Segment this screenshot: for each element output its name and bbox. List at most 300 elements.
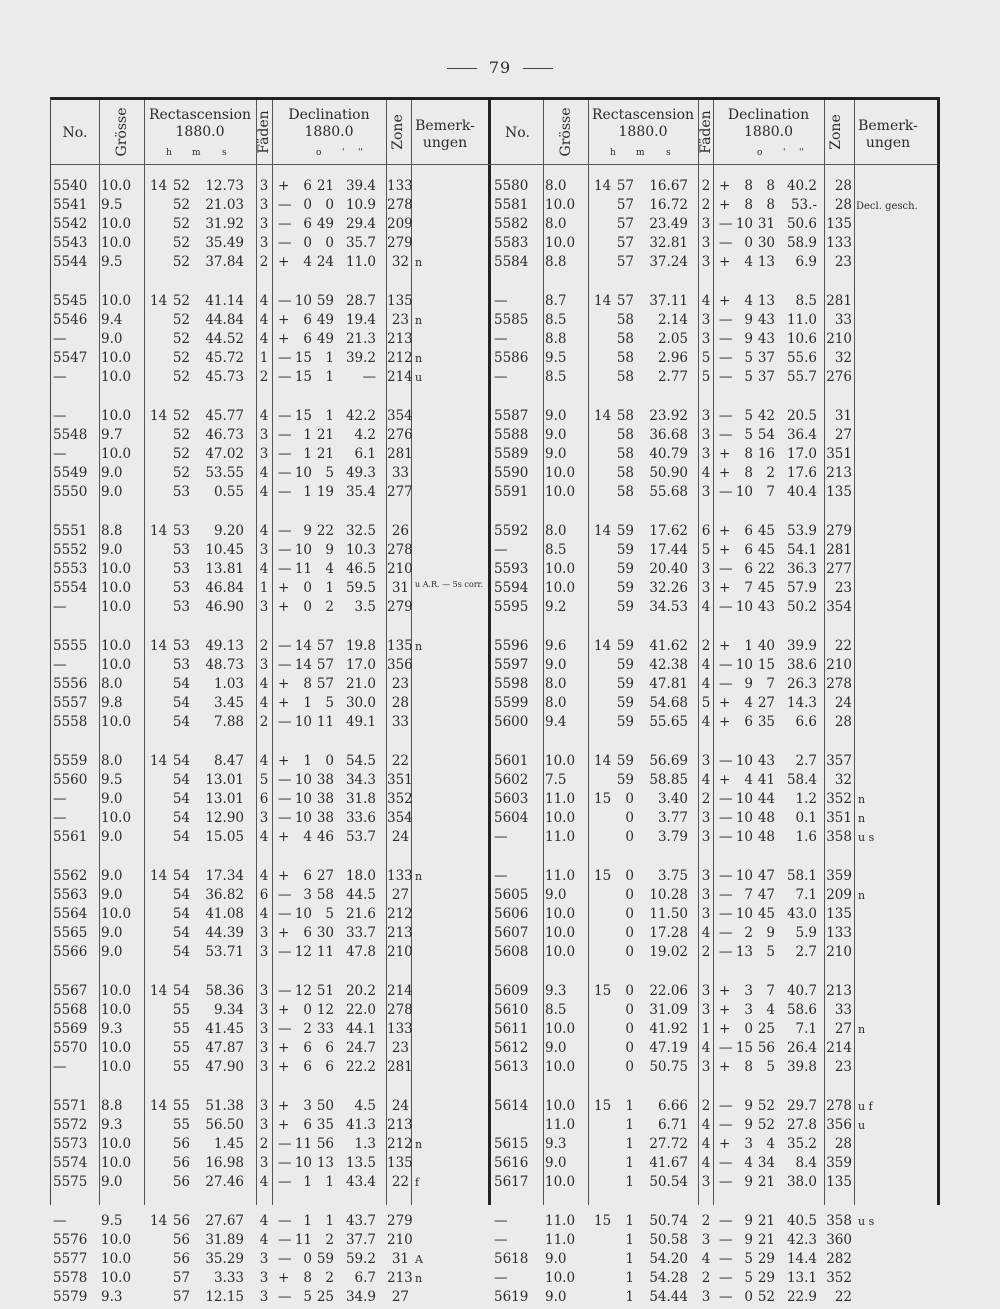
left-zone: 22 xyxy=(391,1174,409,1190)
left-threads: 4 xyxy=(259,906,269,922)
left-row xyxy=(51,1173,491,1192)
left-dec-minutes: 33 xyxy=(316,1021,334,1037)
left-ra-minutes: 54 xyxy=(172,676,190,692)
left-zone: 28 xyxy=(391,695,409,711)
left-threads: 6 xyxy=(259,887,269,903)
left-dec-degrees: 9 xyxy=(303,523,312,539)
left-dec-seconds: 44.1 xyxy=(345,1021,376,1037)
right-dec-sign: — xyxy=(719,235,733,251)
left-star-number: — xyxy=(53,331,67,347)
right-dec-seconds: 36.4 xyxy=(786,427,817,443)
left-ra-minutes: 54 xyxy=(172,714,190,730)
left-dec-minutes: 57 xyxy=(316,638,334,654)
left-threads: 4 xyxy=(259,312,269,328)
left-dec-degrees: 6 xyxy=(303,1059,312,1075)
left-ra-minutes: 54 xyxy=(172,868,190,884)
right-ra-seconds: 36.68 xyxy=(649,427,688,443)
left-magnitude: 10.0 xyxy=(101,599,132,615)
right-dec-sign: — xyxy=(719,887,733,903)
right-dec-degrees: 8 xyxy=(744,178,753,194)
right-ra-seconds: 6.71 xyxy=(657,1117,688,1133)
left-threads: 3 xyxy=(259,178,269,194)
right-ra-minutes: 58 xyxy=(616,350,634,366)
left-zone: 23 xyxy=(391,1040,409,1056)
right-ra-seconds: 54.44 xyxy=(649,1289,688,1305)
right-star-number: 5594 xyxy=(494,580,529,596)
right-dec-sign: — xyxy=(719,868,733,884)
left-star-number: 5544 xyxy=(53,254,88,270)
left-ra-seconds: 47.90 xyxy=(205,1059,244,1075)
left-ra-hours: 14 xyxy=(150,1213,168,1229)
left-magnitude: 10.0 xyxy=(101,1136,132,1152)
right-dec-sign: + xyxy=(719,714,731,730)
right-dec-minutes: 45 xyxy=(757,542,775,558)
left-row xyxy=(51,560,491,579)
left-dec-degrees: 6 xyxy=(303,178,312,194)
left-dec-minutes: 1 xyxy=(325,408,334,424)
right-dec-degrees: 10 xyxy=(735,868,753,884)
left-dec-degrees: 8 xyxy=(303,676,312,692)
right-threads: 3 xyxy=(701,868,711,884)
left-ra-minutes: 55 xyxy=(172,1002,190,1018)
right-ra-seconds: 2.14 xyxy=(657,312,688,328)
left-zone: 214 xyxy=(387,983,413,999)
right-ra-seconds: 32.26 xyxy=(649,580,688,596)
right-magnitude: 10.0 xyxy=(545,753,576,769)
right-row xyxy=(492,675,932,694)
right-dec-seconds: 58.6 xyxy=(786,1002,817,1018)
left-threads: 4 xyxy=(259,293,269,309)
right-dec-degrees: 5 xyxy=(744,408,753,424)
right-row xyxy=(492,445,932,464)
left-zone: 351 xyxy=(387,772,413,788)
left-zone: 279 xyxy=(387,1213,413,1229)
left-row xyxy=(51,349,491,368)
right-dec-degrees: 6 xyxy=(744,523,753,539)
right-ra-minutes: 0 xyxy=(625,791,634,807)
right-magnitude: 8.5 xyxy=(545,369,567,385)
right-row xyxy=(492,598,932,617)
left-dec-sign: — xyxy=(278,714,292,730)
right-row xyxy=(492,771,932,790)
left-row xyxy=(51,1001,491,1020)
left-star-number: 5578 xyxy=(53,1270,88,1286)
right-zone: 358 xyxy=(826,829,852,845)
left-ra-seconds: 51.38 xyxy=(205,1098,244,1114)
left-ra-seconds: 0.55 xyxy=(213,484,244,500)
right-star-number: 5619 xyxy=(494,1289,529,1305)
left-star-number: 5555 xyxy=(53,638,88,654)
right-dec-seconds: 14.4 xyxy=(786,1251,817,1267)
right-row xyxy=(492,809,932,828)
left-ra-seconds: 45.77 xyxy=(205,408,244,424)
left-row xyxy=(51,407,491,426)
right-star-number: 5618 xyxy=(494,1251,529,1267)
right-dec-degrees: 6 xyxy=(744,561,753,577)
right-dec-seconds: 27.8 xyxy=(786,1117,817,1133)
right-dec-sign: — xyxy=(719,1232,733,1248)
right-magnitude: 10.0 xyxy=(545,1059,576,1075)
left-ra-minutes: 55 xyxy=(172,1021,190,1037)
right-threads: 3 xyxy=(701,427,711,443)
left-row xyxy=(51,368,491,387)
right-magnitude: 9.0 xyxy=(545,1251,567,1267)
right-dec-seconds: 40.5 xyxy=(786,1213,817,1229)
right-row xyxy=(492,1001,932,1020)
left-row xyxy=(51,771,491,790)
right-zone: 278 xyxy=(826,676,852,692)
right-dec-degrees: 4 xyxy=(744,254,753,270)
left-ra-seconds: 35.29 xyxy=(205,1251,244,1267)
right-zone: 33 xyxy=(834,312,852,328)
header-ra-s-unit: s xyxy=(666,148,671,158)
right-dec-seconds: 22.9 xyxy=(786,1289,817,1305)
right-zone: 22 xyxy=(834,1289,852,1305)
right-dec-degrees: 6 xyxy=(744,714,753,730)
right-dec-seconds: 54.1 xyxy=(786,542,817,558)
right-zone: 32 xyxy=(834,350,852,366)
right-zone: 27 xyxy=(834,427,852,443)
right-dec-degrees: 3 xyxy=(744,983,753,999)
right-zone: 281 xyxy=(826,542,852,558)
left-dec-degrees: 12 xyxy=(294,944,312,960)
left-threads: 4 xyxy=(259,331,269,347)
right-dec-minutes: 8 xyxy=(766,178,775,194)
left-threads: 4 xyxy=(259,829,269,845)
right-zone: 28 xyxy=(834,178,852,194)
left-magnitude: 10.0 xyxy=(101,408,132,424)
left-ra-seconds: 36.82 xyxy=(205,887,244,903)
right-dec-seconds: 10.6 xyxy=(786,331,817,347)
left-dec-seconds: 33.7 xyxy=(345,925,376,941)
right-ra-minutes: 59 xyxy=(616,753,634,769)
left-dec-seconds: 41.3 xyxy=(345,1117,376,1133)
left-dec-minutes: 1 xyxy=(325,580,334,596)
left-zone: 133 xyxy=(387,178,413,194)
right-dec-degrees: 5 xyxy=(744,350,753,366)
right-dec-minutes: 43 xyxy=(757,599,775,615)
right-ra-minutes: 58 xyxy=(616,312,634,328)
left-dec-sign: — xyxy=(278,465,292,481)
header-groesse: Grösse xyxy=(558,107,574,157)
left-dec-minutes: 25 xyxy=(316,1289,334,1305)
right-threads: 3 xyxy=(701,254,711,270)
right-dec-minutes: 45 xyxy=(757,523,775,539)
left-remark: f xyxy=(415,1176,420,1189)
left-star-number: 5577 xyxy=(53,1251,88,1267)
left-dec-sign: — xyxy=(278,408,292,424)
right-star-number: — xyxy=(494,829,508,845)
left-threads: 4 xyxy=(259,1174,269,1190)
left-dec-sign: + xyxy=(278,1270,290,1286)
left-zone: 31 xyxy=(391,580,409,596)
left-row xyxy=(51,637,491,656)
left-threads: 4 xyxy=(259,408,269,424)
right-ra-seconds: 55.65 xyxy=(649,714,688,730)
right-ra-minutes: 1 xyxy=(625,1213,634,1229)
left-ra-minutes: 52 xyxy=(172,312,190,328)
right-ra-seconds: 6.66 xyxy=(657,1098,688,1114)
left-ra-seconds: 44.52 xyxy=(205,331,244,347)
left-ra-minutes: 56 xyxy=(172,1213,190,1229)
left-magnitude: 10.0 xyxy=(101,1059,132,1075)
header-dec: Declination xyxy=(288,107,370,123)
right-star-number: 5592 xyxy=(494,523,529,539)
left-row xyxy=(51,1135,491,1154)
right-threads: 3 xyxy=(701,906,711,922)
left-dec-sign: — xyxy=(278,772,292,788)
right-row xyxy=(492,1097,932,1116)
right-threads: 3 xyxy=(701,887,711,903)
right-ra-seconds: 3.79 xyxy=(657,829,688,845)
right-threads: 5 xyxy=(701,542,711,558)
left-dec-sign: + xyxy=(278,925,290,941)
left-dec-degrees: 10 xyxy=(294,791,312,807)
right-zone: 135 xyxy=(826,484,852,500)
left-threads: 4 xyxy=(259,868,269,884)
right-dec-seconds: 26.4 xyxy=(786,1040,817,1056)
right-row xyxy=(492,1212,932,1231)
right-dec-seconds: 6.9 xyxy=(795,254,817,270)
right-magnitude: 9.0 xyxy=(545,408,567,424)
left-dec-sign: + xyxy=(278,829,290,845)
left-zone: 33 xyxy=(391,714,409,730)
right-dec-minutes: 35 xyxy=(757,714,775,730)
right-dec-sign: + xyxy=(719,1059,731,1075)
left-threads: 2 xyxy=(259,369,269,385)
left-magnitude: 9.0 xyxy=(101,484,123,500)
left-ra-minutes: 52 xyxy=(172,446,190,462)
header-dec-s-unit: '' xyxy=(358,148,363,158)
right-dec-sign: — xyxy=(719,791,733,807)
left-ra-seconds: 49.13 xyxy=(205,638,244,654)
right-magnitude: 9.0 xyxy=(545,657,567,673)
right-dec-minutes: 27 xyxy=(757,695,775,711)
right-dec-minutes: 21 xyxy=(757,1232,775,1248)
right-dec-minutes: 4 xyxy=(766,1136,775,1152)
left-dec-minutes: 38 xyxy=(316,810,334,826)
left-ra-seconds: 13.01 xyxy=(205,772,244,788)
left-ra-minutes: 53 xyxy=(172,638,190,654)
left-star-number: 5575 xyxy=(53,1174,88,1190)
right-dec-seconds: 43.0 xyxy=(786,906,817,922)
right-dec-seconds: 6.6 xyxy=(795,714,817,730)
header-ra: Rectascension xyxy=(591,107,695,123)
right-ra-minutes: 59 xyxy=(616,676,634,692)
left-dec-minutes: 6 xyxy=(325,1040,334,1056)
left-star-number: 5559 xyxy=(53,753,88,769)
left-dec-degrees: 12 xyxy=(294,983,312,999)
left-ra-minutes: 52 xyxy=(172,465,190,481)
left-dec-seconds: 28.7 xyxy=(345,293,376,309)
right-row xyxy=(492,656,932,675)
right-dec-seconds: 0.1 xyxy=(795,810,817,826)
left-ra-seconds: 1.03 xyxy=(213,676,244,692)
left-dec-seconds: 49.3 xyxy=(345,465,376,481)
left-threads: 4 xyxy=(259,561,269,577)
left-ra-minutes: 54 xyxy=(172,772,190,788)
right-dec-minutes: 56 xyxy=(757,1040,775,1056)
right-magnitude: 8.7 xyxy=(545,293,567,309)
right-ra-seconds: 56.69 xyxy=(649,753,688,769)
left-dec-sign: — xyxy=(278,427,292,443)
left-dec-seconds: 6.7 xyxy=(354,1270,376,1286)
left-zone: 31 xyxy=(391,1251,409,1267)
left-remark: n xyxy=(415,314,423,327)
left-zone: 281 xyxy=(387,446,413,462)
left-magnitude: 10.0 xyxy=(101,1232,132,1248)
right-magnitude: 11.0 xyxy=(545,868,576,884)
right-dec-degrees: 9 xyxy=(744,1117,753,1133)
left-star-number: 5569 xyxy=(53,1021,88,1037)
right-row xyxy=(492,292,932,311)
left-zone: 278 xyxy=(387,197,413,213)
left-star-number: 5563 xyxy=(53,887,88,903)
right-ra-minutes: 1 xyxy=(625,1270,634,1286)
right-row xyxy=(492,330,932,349)
right-ra-hours: 15 xyxy=(594,1098,612,1114)
header-ra-s-unit: s xyxy=(222,148,227,158)
right-threads: 2 xyxy=(701,944,711,960)
left-magnitude: 10.0 xyxy=(101,1002,132,1018)
left-zone: 210 xyxy=(387,1232,413,1248)
right-magnitude: 9.0 xyxy=(545,1155,567,1171)
left-star-number: 5542 xyxy=(53,216,88,232)
left-ra-hours: 14 xyxy=(150,1098,168,1114)
left-ra-minutes: 56 xyxy=(172,1232,190,1248)
right-star-number: — xyxy=(494,293,508,309)
left-dec-sign: + xyxy=(278,1117,290,1133)
left-magnitude: 8.0 xyxy=(101,753,123,769)
left-magnitude: 10.0 xyxy=(101,714,132,730)
right-threads: 4 xyxy=(701,676,711,692)
left-ra-seconds: 44.84 xyxy=(205,312,244,328)
right-dec-sign: + xyxy=(719,695,731,711)
left-zone: 276 xyxy=(387,427,413,443)
right-ra-minutes: 1 xyxy=(625,1289,634,1305)
right-ra-hours: 14 xyxy=(594,638,612,654)
left-zone: 33 xyxy=(391,465,409,481)
right-dec-degrees: 0 xyxy=(744,1289,753,1305)
left-dec-seconds: 13.5 xyxy=(345,1155,376,1171)
left-row xyxy=(51,694,491,713)
right-threads: 3 xyxy=(701,1232,711,1248)
left-dec-degrees: 0 xyxy=(303,599,312,615)
right-star-number: 5605 xyxy=(494,887,529,903)
right-star-number: 5591 xyxy=(494,484,529,500)
left-dec-sign: — xyxy=(278,1155,292,1171)
left-dec-degrees: 6 xyxy=(303,868,312,884)
page-number-text: 79 xyxy=(488,58,512,77)
right-dec-minutes: 5 xyxy=(766,944,775,960)
right-dec-minutes: 16 xyxy=(757,446,775,462)
right-dec-seconds: 53.9 xyxy=(786,523,817,539)
right-ra-seconds: 22.06 xyxy=(649,983,688,999)
left-dec-sign: — xyxy=(278,523,292,539)
right-dec-sign: + xyxy=(719,178,731,194)
right-threads: 4 xyxy=(701,657,711,673)
right-dec-minutes: 47 xyxy=(757,868,775,884)
left-ra-hours: 14 xyxy=(150,868,168,884)
left-dec-degrees: 14 xyxy=(294,638,312,654)
right-dec-degrees: 15 xyxy=(735,1040,753,1056)
right-dec-minutes: 47 xyxy=(757,887,775,903)
left-ra-seconds: 58.36 xyxy=(205,983,244,999)
left-ra-seconds: 21.03 xyxy=(205,197,244,213)
left-dec-sign: — xyxy=(278,1021,292,1037)
right-dec-minutes: 44 xyxy=(757,791,775,807)
left-dec-degrees: 1 xyxy=(303,1174,312,1190)
right-dec-sign: + xyxy=(719,580,731,596)
right-threads: 4 xyxy=(701,925,711,941)
right-zone: 279 xyxy=(826,523,852,539)
right-dec-seconds: 7.1 xyxy=(795,1021,817,1037)
right-ra-minutes: 1 xyxy=(625,1117,634,1133)
right-dec-sign: — xyxy=(719,906,733,922)
left-ra-seconds: 27.67 xyxy=(205,1213,244,1229)
left-dec-minutes: 1 xyxy=(325,369,334,385)
header-ra-h-unit: h xyxy=(610,148,616,158)
left-magnitude: 9.4 xyxy=(101,312,123,328)
right-threads: 5 xyxy=(701,350,711,366)
left-dec-minutes: 1 xyxy=(325,1213,334,1229)
right-magnitude: 10.0 xyxy=(545,465,576,481)
left-dec-sign: + xyxy=(278,1098,290,1114)
left-zone: 356 xyxy=(387,657,413,673)
left-ra-minutes: 54 xyxy=(172,829,190,845)
left-star-number: 5560 xyxy=(53,772,88,788)
right-ra-seconds: 41.92 xyxy=(649,1021,688,1037)
right-row xyxy=(492,196,932,215)
left-dec-degrees: 15 xyxy=(294,350,312,366)
left-dec-seconds: 35.7 xyxy=(345,235,376,251)
right-magnitude: 8.8 xyxy=(545,331,567,347)
left-row xyxy=(51,445,491,464)
left-dec-minutes: 21 xyxy=(316,446,334,462)
left-dec-degrees: 10 xyxy=(294,1155,312,1171)
left-star-number: 5547 xyxy=(53,350,88,366)
left-row xyxy=(51,541,491,560)
right-dec-degrees: 4 xyxy=(744,1155,753,1171)
left-ra-minutes: 54 xyxy=(172,906,190,922)
left-dec-degrees: 10 xyxy=(294,772,312,788)
left-ra-seconds: 3.33 xyxy=(213,1270,244,1286)
left-ra-minutes: 55 xyxy=(172,1117,190,1133)
right-dec-degrees: 9 xyxy=(744,676,753,692)
left-dec-degrees: 1 xyxy=(303,695,312,711)
right-row xyxy=(492,177,932,196)
right-threads: 4 xyxy=(701,714,711,730)
left-zone: 213 xyxy=(387,925,413,941)
left-ra-seconds: 47.87 xyxy=(205,1040,244,1056)
right-dec-sign: — xyxy=(719,1251,733,1267)
left-dec-degrees: 6 xyxy=(303,312,312,328)
right-magnitude: 9.0 xyxy=(545,1289,567,1305)
left-ra-minutes: 52 xyxy=(172,427,190,443)
left-ra-seconds: 37.84 xyxy=(205,254,244,270)
left-star-number: — xyxy=(53,810,67,826)
left-zone: 212 xyxy=(387,350,413,366)
left-ra-hours: 14 xyxy=(150,638,168,654)
left-dec-seconds: 32.5 xyxy=(345,523,376,539)
right-star-number: 5600 xyxy=(494,714,529,730)
right-dec-sign: — xyxy=(719,1174,733,1190)
right-row xyxy=(492,943,932,962)
left-star-number: 5565 xyxy=(53,925,88,941)
left-dec-sign: + xyxy=(278,1059,290,1075)
right-ra-seconds: 42.38 xyxy=(649,657,688,673)
left-dec-sign: — xyxy=(278,197,292,213)
